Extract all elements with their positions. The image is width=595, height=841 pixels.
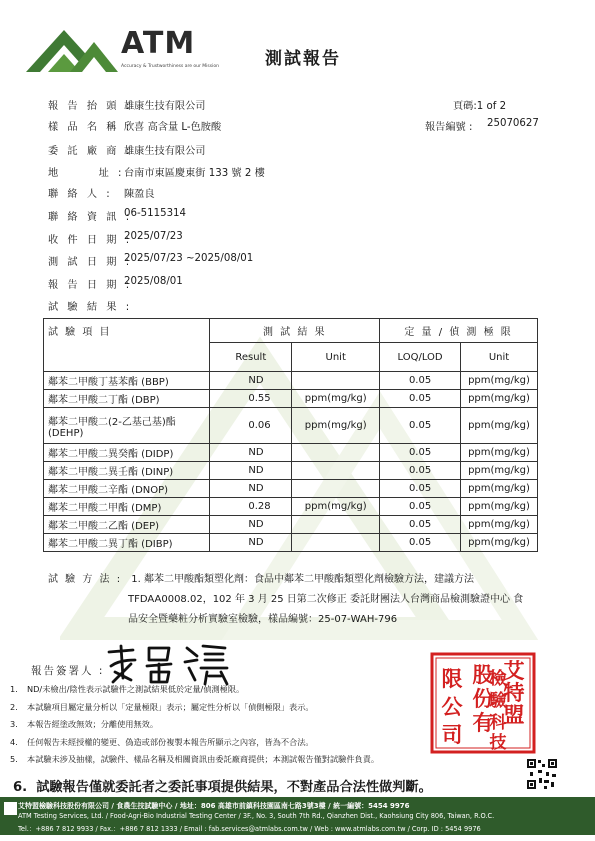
cell-result: 0.55 xyxy=(210,390,292,408)
table-row xyxy=(44,444,538,462)
footer-qr-icon xyxy=(4,802,17,815)
svg-text:盟: 盟 xyxy=(503,703,525,727)
cell-limit-unit: ppm(mg/kg) xyxy=(461,480,538,498)
table-row xyxy=(44,408,538,444)
note-item xyxy=(10,737,314,748)
results-table xyxy=(43,318,538,552)
header-unit: Unit xyxy=(292,343,380,372)
cell-unit xyxy=(292,516,380,534)
table-row xyxy=(44,462,538,480)
cell-loq: 0.05 xyxy=(380,462,461,480)
page-title: 測試報告 xyxy=(265,49,341,69)
note-text: ND/未檢出/陰性表示試驗件之測試結果低於定量/偵測極限。 xyxy=(27,684,245,694)
logo-tagline: Accuracy & Trustworthiness are our Mission xyxy=(121,64,219,69)
report-number-value: 25070627 xyxy=(487,118,539,129)
cell-test-item-line-1: 鄰苯二甲酸二(2-乙基己基)酯 xyxy=(48,416,176,428)
qr-code-icon xyxy=(526,758,558,790)
note-text: 本試驗未涉及抽樣，試驗件、樣品名稱及相關資訊由委託廠商提供；本測試報告僅對試驗件負責。 xyxy=(27,754,380,764)
test-method xyxy=(48,570,523,630)
cell-unit: ppm(mg/kg) xyxy=(292,498,380,516)
svg-text:股: 股 xyxy=(472,663,494,687)
method-line-1: 1. 鄰苯二甲酸酯類塑化劑：食品中鄰苯二甲酸酯類塑化劑檢驗方法，建議方法 xyxy=(131,574,475,585)
cell-loq: 0.05 xyxy=(380,390,461,408)
method-line-3: 品安全暨藥粧分析實驗室檢驗，樣品編號：25-07-WAH-796 xyxy=(128,614,398,625)
cell-unit xyxy=(292,372,380,390)
svg-text:科: 科 xyxy=(489,713,507,733)
svg-text:技: 技 xyxy=(489,733,507,753)
cell-test-item: 鄰苯二甲酸二甲酯 (DMP) xyxy=(44,498,210,516)
svg-text:驗: 驗 xyxy=(489,691,507,711)
contact-value: 陳盈良 xyxy=(124,189,155,200)
cell-loq: 0.05 xyxy=(380,498,461,516)
note-text: 本報告經塗改無效；分離使用無效。 xyxy=(27,719,159,729)
cell-result: ND xyxy=(210,480,292,498)
table-row xyxy=(44,498,538,516)
table-row xyxy=(44,516,538,534)
note-number: 3. xyxy=(10,719,18,729)
cell-result: ND xyxy=(210,516,292,534)
note-text: 任何報告未經授權的變更、偽造或部份複製本報告所顯示之內容，皆為不合法。 xyxy=(27,736,314,747)
cell-test-item: 鄰苯二甲酸二異癸酯 (DIDP) xyxy=(44,444,210,462)
note-number: 5. xyxy=(10,754,18,764)
svg-text:有: 有 xyxy=(472,711,494,735)
note-item xyxy=(10,719,158,730)
cell-loq: 0.05 xyxy=(380,480,461,498)
footer-line-2: ATM Testing Services, Ltd. / Food-Agri-Bio Industrial Testing Center / 3F., No. 3, South 7th Rd., Qianzhen Dist., Kaohsiung City 806, Taiwan, R.O.C. xyxy=(18,812,495,820)
report-title-value: 雄康生技有限公司 xyxy=(124,101,206,112)
cell-unit xyxy=(292,534,380,552)
svg-text:艾: 艾 xyxy=(503,659,525,683)
header-limit: 定 量 / 偵 測 極 限 xyxy=(380,319,538,343)
note-item xyxy=(10,754,379,765)
results-label: 試 驗 結 果 : xyxy=(48,302,133,313)
table-row xyxy=(44,372,538,390)
contact-label: 聯 絡 人 : xyxy=(48,189,113,200)
disclaimer-number: 6. xyxy=(13,780,28,795)
svg-text:檢: 檢 xyxy=(489,669,507,689)
address-value: 台南市東區慶東街 133 號 2 樓 xyxy=(124,168,265,179)
cell-result: ND xyxy=(210,444,292,462)
report-date-label: 報 告 日 期 : xyxy=(48,280,133,291)
cell-unit xyxy=(292,480,380,498)
svg-text:司: 司 xyxy=(441,723,463,747)
phone-value: 06-5115314 xyxy=(124,208,187,219)
svg-text:份: 份 xyxy=(472,687,494,711)
cell-unit xyxy=(292,462,380,480)
cell-limit-unit: ppm(mg/kg) xyxy=(461,462,538,480)
cell-loq: 0.05 xyxy=(380,516,461,534)
svg-text:公: 公 xyxy=(441,695,463,719)
cell-loq: 0.05 xyxy=(380,444,461,462)
cell-limit-unit: ppm(mg/kg) xyxy=(461,408,538,444)
cell-test-item-line-2: (DEHP) xyxy=(48,427,84,439)
footer-line-1: 艾特盟檢驗科技股份有限公司 / 食農生技試驗中心 / 地址：806 高雄市前鎮科技園區南七路3號3樓 / 統一編號：5454 9976 xyxy=(18,802,410,810)
cell-unit: ppm(mg/kg) xyxy=(292,390,380,408)
disclaimer-line xyxy=(13,776,432,795)
note-text: 本試驗項目屬定量分析以「定量極限」表示；屬定性分析以「偵側極限」表示。 xyxy=(27,701,314,712)
report-date-value: 2025/08/01 xyxy=(124,276,183,287)
logo-wordmark: ATM xyxy=(121,26,196,61)
table-row xyxy=(44,480,538,498)
header-test-item: 試 驗 項 目 xyxy=(44,319,210,372)
cell-limit-unit: ppm(mg/kg) xyxy=(461,444,538,462)
report-number-label: 報告編號 : xyxy=(425,122,473,133)
cell-test-item: 鄰苯二甲酸二異壬酯 (DINP) xyxy=(44,462,210,480)
report-title-label: 報 告 抬 頭 : xyxy=(48,101,133,112)
cell-test-item xyxy=(44,408,210,444)
header-limit-unit: Unit xyxy=(461,343,538,372)
cell-loq: 0.05 xyxy=(380,534,461,552)
phone-label: 聯 絡 資 訊 : xyxy=(48,212,133,223)
note-item xyxy=(10,702,314,713)
company-seal-stamp xyxy=(430,652,536,754)
cell-unit xyxy=(292,444,380,462)
header-loq-lod: LOQ/LOD xyxy=(380,343,461,372)
cell-result: ND xyxy=(210,534,292,552)
cell-limit-unit: ppm(mg/kg) xyxy=(461,390,538,408)
signature-image xyxy=(105,642,230,686)
note-number: 4. xyxy=(10,736,18,747)
test-date-label: 測 試 日 期 : xyxy=(48,257,133,268)
page-number: 頁碼:1 of 2 xyxy=(453,101,507,112)
cell-loq: 0.05 xyxy=(380,372,461,390)
cell-limit-unit: ppm(mg/kg) xyxy=(461,372,538,390)
received-date-label: 收 件 日 期 : xyxy=(48,235,133,246)
note-number: 1. xyxy=(10,684,18,694)
sample-name-value: 欣喜 高含量 L-色胺酸 xyxy=(124,122,222,133)
footer-bar xyxy=(0,797,595,835)
address-label: 地 址 : xyxy=(48,168,125,179)
cell-limit-unit: ppm(mg/kg) xyxy=(461,516,538,534)
footer-line-3: Tel.：+886 7 812 9933 / Fax.：+886 7 812 1333 / Email : fab.services@atmlabs.com.tw / Web : www.atmlabs.com.tw / Corp. ID : 5454 9976 xyxy=(18,825,481,833)
signer-label: 報告簽署人 : xyxy=(31,665,105,677)
client-value: 雄康生技有限公司 xyxy=(124,146,206,157)
table-row xyxy=(44,534,538,552)
cell-result: ND xyxy=(210,462,292,480)
note-item xyxy=(10,684,244,695)
cell-limit-unit: ppm(mg/kg) xyxy=(461,498,538,516)
cell-test-item: 鄰苯二甲酸丁基苯酯 (BBP) xyxy=(44,372,210,390)
cell-result: 0.06 xyxy=(210,408,292,444)
note-number: 2. xyxy=(10,701,18,712)
method-label: 試 驗 方 法 : xyxy=(48,574,123,585)
cell-test-item: 鄰苯二甲酸二辛酯 (DNOP) xyxy=(44,480,210,498)
client-label: 委 託 廠 商 : xyxy=(48,146,133,157)
disclaimer-text: 試驗報告僅就委託者之委託事項提供結果，不對產品合法性做判斷。 xyxy=(36,780,432,795)
cell-result: ND xyxy=(210,372,292,390)
cell-test-item: 鄰苯二甲酸二異丁酯 (DIBP) xyxy=(44,534,210,552)
header-test-results: 測 試 結 果 xyxy=(210,319,380,343)
cell-limit-unit: ppm(mg/kg) xyxy=(461,534,538,552)
received-date-value: 2025/07/23 xyxy=(124,231,183,242)
table-row xyxy=(44,390,538,408)
method-line-2: TFDAA0008.02，102 年 3 月 25 日第二次修正 委託財團法人台灣商品檢測驗證中心 食 xyxy=(128,594,524,605)
cell-loq: 0.05 xyxy=(380,408,461,444)
cell-unit: ppm(mg/kg) xyxy=(292,408,380,444)
cell-result: 0.28 xyxy=(210,498,292,516)
header-result: Result xyxy=(210,343,292,372)
svg-text:特: 特 xyxy=(503,681,525,705)
svg-text:限: 限 xyxy=(441,667,463,691)
cell-test-item: 鄰苯二甲酸二丁酯 (DBP) xyxy=(44,390,210,408)
cell-test-item: 鄰苯二甲酸二乙酯 (DEP) xyxy=(44,516,210,534)
test-date-value: 2025/07/23 ~2025/08/01 xyxy=(124,253,254,264)
sample-name-label: 樣 品 名 稱 : xyxy=(48,122,133,133)
